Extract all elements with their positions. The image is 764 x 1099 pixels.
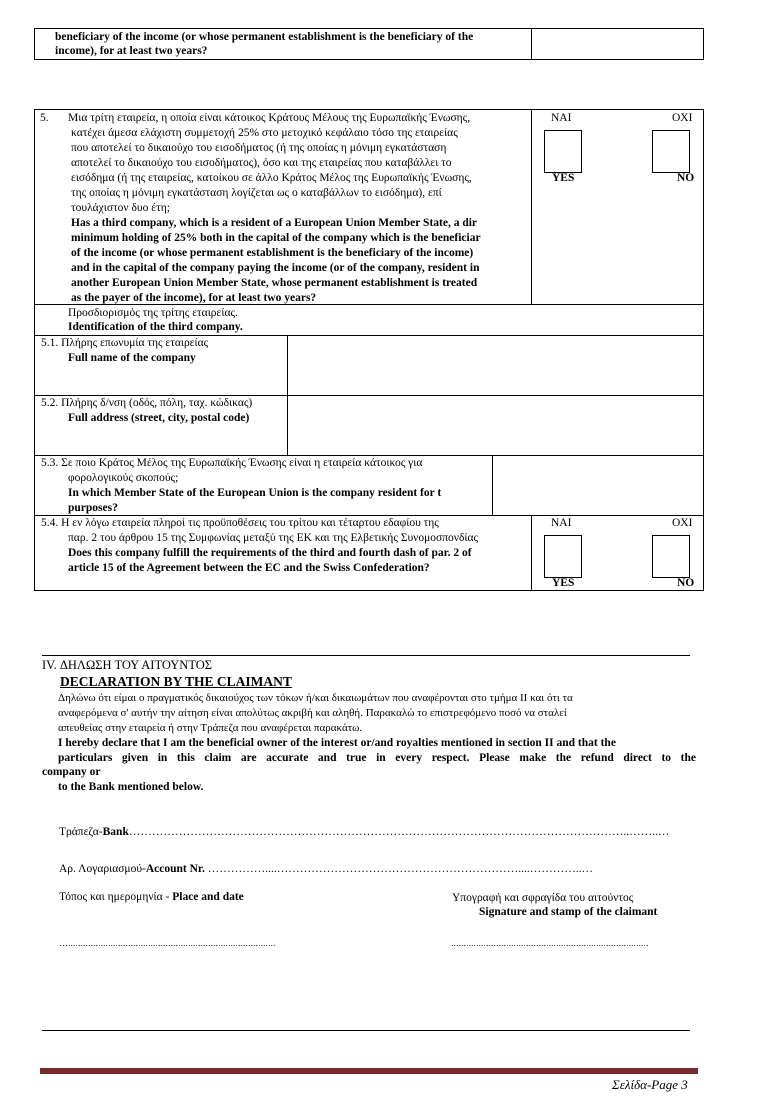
q5-no-checkbox[interactable] xyxy=(652,130,690,173)
q5-divider xyxy=(531,109,532,305)
q54-yes-checkbox[interactable] xyxy=(544,535,582,578)
place-date-dots[interactable]: …................................................................................... xyxy=(59,938,276,948)
section4-heading-english: DECLARATION BY THE CLAIMANT xyxy=(60,674,292,689)
signature-label-english: Signature and stamp of the claimant xyxy=(479,906,658,918)
third-company-english: Identification of the third company. xyxy=(68,321,243,333)
q53-gr-line2: φορολογικούς σκοπούς; xyxy=(68,472,179,484)
account-dots: ……………....………………………………………………………....…………..… xyxy=(204,863,593,875)
q5-gr-line-0: Μια τρίτη εταιρεία, η οποία είναι κάτοικος Κράτους Μέλους της Ευρωπαϊκής Ένωσης, xyxy=(68,112,471,124)
account-label-english: Account Nr. xyxy=(145,863,205,875)
q54-nai-label: NAI xyxy=(551,517,572,529)
q54-gr-line2: παρ. 2 του άρθρου 15 της Συμφωνίας μεταξύ της ΕΚ και της Ελβετικής Συνομοσπονδίας xyxy=(68,532,479,544)
q5-yes-checkbox[interactable] xyxy=(544,130,582,173)
q54-en-line1: Does this company fulfill the requirements of the third and fourth dash of par. 2 of xyxy=(68,547,472,559)
section4-greek-line1: Δηλώνω ότι είμαι ο πραγματικός δικαιούχος των τόκων ή/και δικαιωμάτων που αναφέρονται στο τμήμα II και ότι τα xyxy=(58,692,573,704)
section4-top-rule xyxy=(42,655,690,656)
footer-bar xyxy=(40,1068,698,1074)
q53-member-state-field[interactable] xyxy=(493,456,703,515)
place-date-english: Place and date xyxy=(172,891,244,903)
top-row-line2: income), for at least two years? xyxy=(55,45,208,57)
signature-label-greek: Υπογραφή και σφραγίδα του αιτούντος xyxy=(452,892,634,904)
q5-oxi-label: OXI xyxy=(672,112,693,124)
q53-en-line1: In which Member State of the European Union is the company resident for t xyxy=(68,487,442,499)
third-company-greek: Προσδιορισμός της τρίτης εταιρείας. xyxy=(68,307,238,319)
top-row-divider xyxy=(531,28,532,60)
q5-gr-line-1: κατέχει άμεσα ελάχιστη συμμετοχή 25% στο μετοχικό κεφάλαιο τόσο της εταιρείας xyxy=(71,127,458,139)
q5-en-line-5: as the payer of the income), for at least two years? xyxy=(71,292,317,304)
q52-label-greek: 5.2. Πλήρης δ/νση (οδός, πόλη, ταχ. κώδικας) xyxy=(41,397,253,409)
bank-field[interactable] xyxy=(59,825,704,840)
q5-gr-line-6: τουλάχιστον δυο έτη; xyxy=(71,202,170,214)
q5-en-line-1: minimum holding of 25% both in the capital of the company which is the beneficiar xyxy=(71,232,481,244)
bank-dots: …………………………………………………………………………………………………………………..……..… xyxy=(128,826,670,838)
q5-en-line-2: of the income (or whose permanent establishment is the beneficiary of the income) xyxy=(71,247,474,259)
place-date-label xyxy=(59,890,244,905)
section4-heading-greek: IV. ΔΗΛΩΣΗ ΤΟΥ ΑΙΤΟΥΝΤΟΣ xyxy=(42,658,213,672)
q54-en-line2: article 15 of the Agreement between the EC and the Swiss Confederation? xyxy=(68,562,430,574)
q5-en-line-0: Has a third company, which is a resident of a European Union Member State, a dir xyxy=(71,217,478,229)
signature-dots[interactable]: ............................................................................... xyxy=(451,938,649,948)
q54-no-checkbox[interactable] xyxy=(652,535,690,578)
q5-nai-label: NAI xyxy=(551,112,572,124)
q51-label-english: Full name of the company xyxy=(68,352,196,364)
q5-gr-line-5: της οποίας η μόνιμη εγκατάσταση λογίζεται ως ο καταβάλλων το εισόδημα), επί xyxy=(71,187,442,199)
bank-label-english: Bank xyxy=(102,826,129,838)
q5-gr-line-4: εισόδημα (ή της εταιρείας, κατοίκου σε άλλο Κράτος Μέλος της Ευρωπαϊκής Ένωσης, xyxy=(71,172,472,184)
q54-label xyxy=(41,516,530,576)
q5-question-english xyxy=(71,216,531,306)
q52-label-english: Full address (street, city, postal code) xyxy=(68,412,250,424)
q5-no-label: NO xyxy=(677,172,695,184)
q51-label-greek: 5.1. Πλήρης επωνυμία της εταιρείας xyxy=(41,337,209,349)
section4-english-line1: I hereby declare that I am the beneficial owner of the interest or/and royalties mentioned in section II and that the xyxy=(58,737,616,749)
account-label-greek: Αρ. Λογαριασμού- xyxy=(59,863,146,875)
q53-gr-line1: 5.3. Σε ποιο Κράτος Μέλος της Ευρωπαϊκής Ένωσης είναι η εταιρεία κάτοικος για xyxy=(41,457,423,469)
section4-greek-line2: αναφερόμενα σ' αυτήν την αίτηση είναι απολύτως ακριβή και αληθή. Παρακαλώ το επιστρεφόμενο ποσό να σταλεί xyxy=(58,707,567,719)
q5-en-line-3: and in the capital of the company paying the income (or of the company, resident in xyxy=(71,262,480,274)
q54-divider xyxy=(531,515,532,591)
account-field[interactable] xyxy=(59,862,664,877)
q5-gr-line-2: που αποτελεί το δικαιούχο του εισοδήματος (ή της οποίας η μόνιμη εγκατάσταση xyxy=(71,142,447,154)
page-number: Σελίδα-Page 3 xyxy=(612,1077,688,1092)
q5-number: 5. xyxy=(40,112,49,124)
q53-en-line2: purposes? xyxy=(68,502,118,514)
q5-gr-line-3: αποτελεί το δικαιούχο του εισοδήματος), όσο και της εταιρείας που καταβάλλει το xyxy=(71,157,452,169)
section4-greek-line3: απευθείας στην εταιρεία ή στην Τράπεζα που αναφέρεται παρακάτω. xyxy=(58,722,363,734)
q5-en-line-4: another European Union Member State, whose permanent establishment is treated xyxy=(71,277,478,289)
bank-label-greek: Τράπεζα- xyxy=(59,826,103,838)
q52-address-field[interactable] xyxy=(288,396,703,455)
section4-english-line3: company or xyxy=(42,766,101,778)
q5-question-greek xyxy=(40,111,530,216)
q54-yes-label: YES xyxy=(552,577,575,589)
q53-label xyxy=(41,456,491,516)
q54-gr-line1: 5.4. Η εν λόγω εταιρεία πληροί τις προϋποθέσεις του τρίτου και τέταρτου εδαφίου της xyxy=(41,517,439,529)
q51-company-name-field[interactable] xyxy=(288,336,703,395)
place-date-greek: Τόπος και ημερομηνία - xyxy=(59,891,173,903)
top-row-line1: beneficiary of the income (or whose permanent establishment is the beneficiary of the xyxy=(55,31,474,43)
q5-yes-label: YES xyxy=(552,172,575,184)
q54-oxi-label: OXI xyxy=(672,517,693,529)
q54-no-label: NO xyxy=(677,577,695,589)
section4-english-line2: particulars given in this claim are accurate and true in every respect. Please make the refund direct to the xyxy=(58,752,696,764)
section4-bottom-rule xyxy=(42,1030,690,1031)
section4-english-line4: to the Bank mentioned below. xyxy=(58,781,204,793)
